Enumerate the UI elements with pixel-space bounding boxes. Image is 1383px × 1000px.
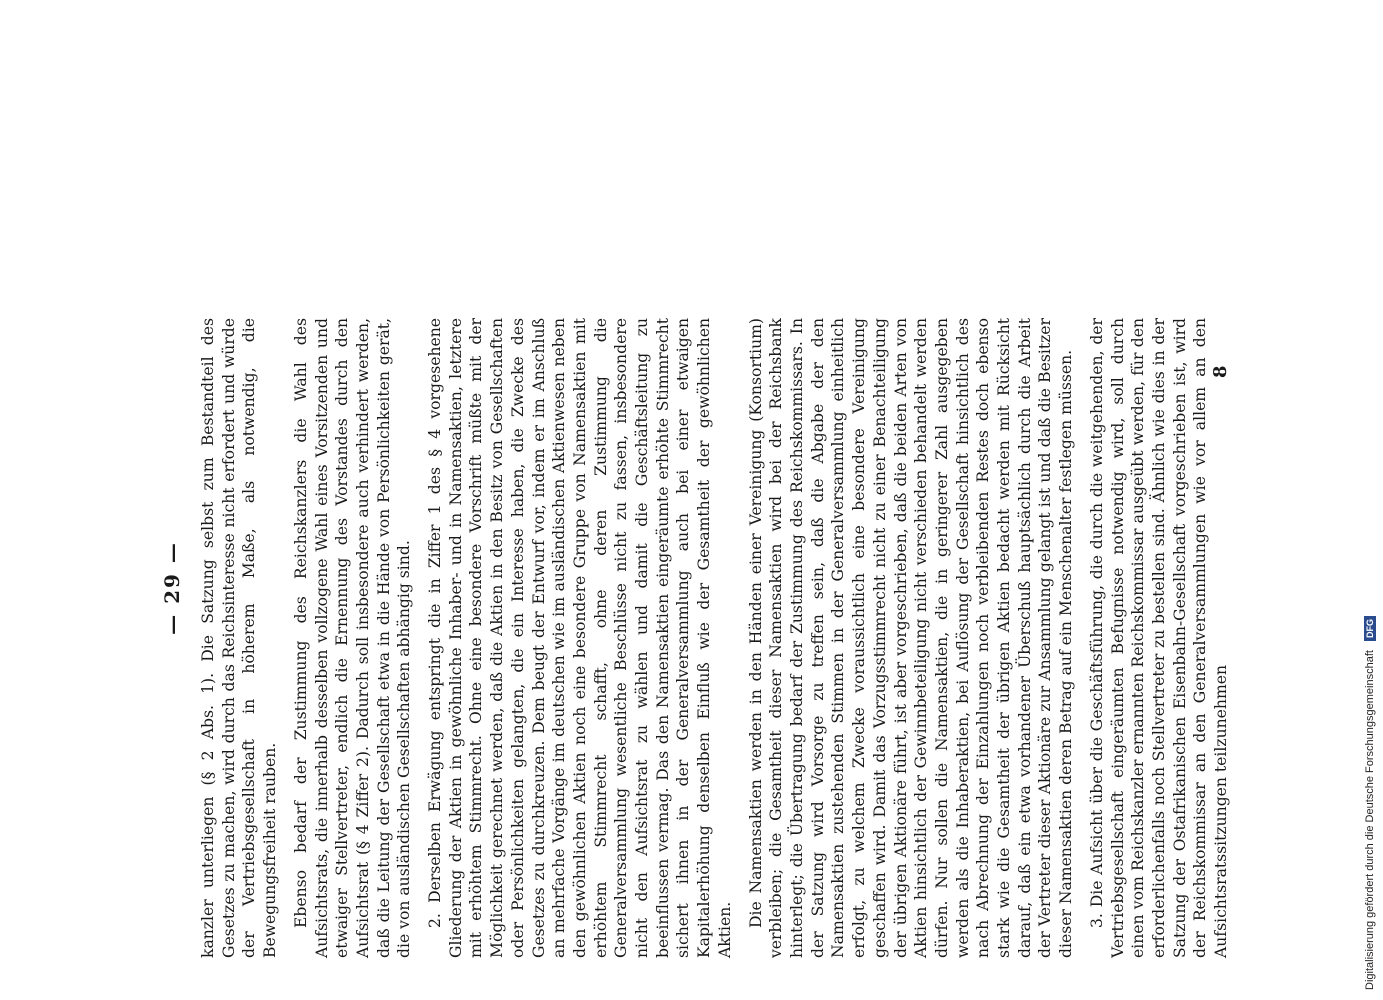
- credit-text: Digitalisierung gefördert durch die Deutsche Forschungsgemeinschaft: [1364, 650, 1376, 990]
- rotated-page-content: [160, 0, 1231, 978]
- digitization-credit: [1364, 10, 1376, 990]
- paragraph: kanzler unterliegen (§ 2 Abs. 1). Die Satzung selbst zum Bestandteil des Gesetzes zu machen, wird durch das Reichsinteresse nicht erfordert und würde der Vertriebsgesellschaft in höherem Maße, als notwendig, die Bewegungsfreiheit rauben.: [199, 318, 280, 958]
- paragraph: 3. Die Aufsicht über die Geschäftsführung, die durch die weitgehenden, der Vertriebsgesellschaft eingeräumten Befugnisse notwendig wird, soll durch einen vom Reichskanzler ernannten Reichskommissar ausgeübt werden, für den erforderlichenfalls noch Stellvertreter zu bestellen sind. Ähnlich wie dies in der Satzung der Ostafrikanischen Eisenbahn-Gesellschaft vorgeschrieben ist, wird der Reichskommissar an den Generalversammlungen wie vor allem an den Aufsichtsratssitzungen teilzunehmen: [1087, 318, 1231, 958]
- body-text: [198, 318, 1232, 958]
- paragraph: 2. Derselben Erwägung entspringt die in Ziffer 1 des § 4 vorgesehene Gliederung der Aktien in gewöhnliche Inhaber- und in Namensaktien, letztere mit erhöhtem Stimmrecht. Ohne eine besondere Vorschrift müßte mit der Möglichkeit gerechnet werden, daß die Aktien in den Besitz von Gesellschaften oder Persönlichkeiten gelangten, die ein Interesse haben, die Zwecke des Gesetzes zu durchkreuzen. Dem beugt der Entwurf vor, indem er im Anschluß an mehrfache Vorgänge im deutschen wie im ausländischen Aktienwesen neben den gewöhnlichen Aktien noch eine besondere Gruppe von Namensaktien mit erhöhtem Stimmrecht schafft, ohne deren Zustimmung die Generalversammlung wesentliche Beschlüsse nicht zu fassen, insbesondere nicht den Aufsichtsrat zu wählen und damit die Geschäftsleitung zu beeinflussen vermag. Das den Namensaktien eingeräumte erhöhte Stimmrecht sichert ihnen in der Generalversammlung auch bei einer etwaigen Kapitalerhöhung denselben Einfluß wie der Gesamtheit der gewöhnlichen Aktien.: [426, 318, 734, 958]
- dfg-logo: DFG: [1364, 616, 1376, 641]
- paragraph: Ebenso bedarf der Zustimmung des Reichskanzlers die Wahl des Aufsichtsrats, die innerhalb desselben vollzogene Wahl eines Vorsitzenden und etwaiger Stellvertreter, endlich die Ernennung des Vorstandes durch den Aufsichtsrat (§ 4 Ziffer 2). Dadurch soll insbesondere auch verhindert werden, daß die Leitung der Gesellschaft etwa in die Hände von Persönlichkeiten gerät, die von ausländischen Gesellschaften abhängig sind.: [291, 318, 414, 958]
- signature-mark: 8: [1210, 365, 1231, 378]
- paragraph: Die Namensaktien werden in den Händen einer Vereinigung (Konsortium) verbleiben; die Gesamtheit dieser Namensaktien wird bei der Reichsbank hinterlegt; die Übertragung bedarf der Zustimmung des Reichskommissars. In der Satzung wird Vorsorge zu treffen sein, daß die Abgabe der den Namensaktien zustehenden Stimmen in der Generalversammlung einheitlich erfolgt, zu welchem Zwecke voraussichtlich eine besondere Vereinigung geschaffen wird. Damit das Vorzugsstimmrecht nicht zu einer Benachteiligung der übrigen Aktionäre führt, ist aber vorgeschrieben, daß die beiden Arten von Aktien hinsichtlich der Gewinnbeteiligung nicht verschieden behandelt werden dürfen. Nur sollen die Namensaktien, die in geringerer Zahl ausgegeben werden als die Inhaberaktien, bei Auflösung der Gesellschaft hinsichtlich des nach Abrechnung der Einzahlungen noch verbleibenden Restes doch ebenso stark wie die Gesamtheit der übrigen Aktien bedacht werden mit Rücksicht darauf, daß ein etwa vorhandener Überschuß hauptsächlich durch die Arbeit der Vertreter dieser Aktionäre zur Ansammlung gelangt ist und daß die Besitzer dieser Namensaktien deren Betrag auf ein Menschenalter festlegen müssen.: [746, 318, 1076, 958]
- page-number-header: — 29 —: [160, 541, 184, 635]
